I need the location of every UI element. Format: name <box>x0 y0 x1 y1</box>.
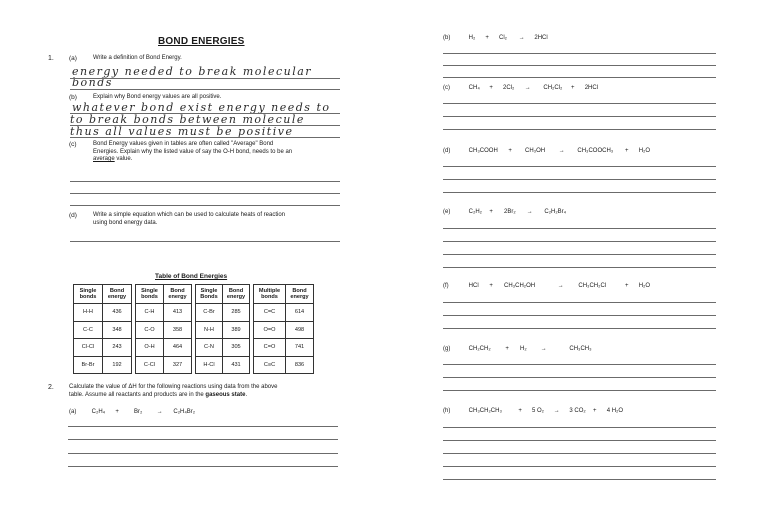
reactant: C₂H₂ <box>468 209 482 215</box>
table-cell: 389 <box>223 321 250 339</box>
q1b-handwritten-answer-3: thus all values must be positive <box>70 125 294 138</box>
reaction-label: (e) <box>443 209 451 215</box>
plus-sign: + <box>625 283 629 289</box>
q1b-handwritten-answer-2: to break bonds between molecule <box>70 113 305 126</box>
table-cell: C-Br <box>196 304 223 322</box>
plus-sign: + <box>571 85 575 91</box>
answer-line <box>70 113 340 114</box>
answer-line <box>70 241 340 242</box>
reactant: H₂ <box>520 346 527 352</box>
answer-line <box>443 390 716 391</box>
table-row <box>74 304 314 322</box>
reactant: Br₂ <box>134 409 143 415</box>
q2-intro-bold: gaseous state <box>205 391 246 398</box>
reaction-h <box>443 408 623 414</box>
answer-line <box>70 125 340 126</box>
answer-line <box>70 78 340 79</box>
product: CH₃CH₃ <box>569 346 592 352</box>
table-cell: C=C <box>254 304 286 322</box>
answer-line <box>68 439 338 440</box>
q1c-text-tail: value. <box>114 156 133 162</box>
answer-line <box>443 179 716 180</box>
product: CH₂Cl₂ <box>543 85 563 91</box>
answer-line <box>443 328 716 329</box>
q1a-label: (a) <box>69 55 77 62</box>
product: 4 H₂O <box>606 408 624 414</box>
answer-line <box>443 241 716 242</box>
answer-line <box>70 193 340 194</box>
q1a-handwritten-answer-1: energy needed to break molecular <box>72 65 313 78</box>
table-cell: H-H <box>74 304 103 322</box>
table-title: Table of Bond Energies <box>155 273 228 280</box>
answer-line <box>70 181 340 182</box>
table-cell: 305 <box>223 339 250 357</box>
question-1-number: 1. <box>48 55 54 62</box>
reaction-c <box>443 85 598 91</box>
reactant: H₂ <box>468 35 476 41</box>
arrow-icon: → <box>558 148 565 154</box>
table-cell: 327 <box>164 356 192 374</box>
question-2-number: 2. <box>48 384 54 391</box>
reaction-label: (h) <box>443 408 451 414</box>
table-header-row <box>74 285 314 304</box>
product: C₂H₂Br₄ <box>544 209 567 215</box>
reaction-f <box>443 283 650 289</box>
q1c-text-line-2: Energies. Explain why the listed value of say the O-H bond, needs to be an <box>93 148 293 155</box>
plus-sign: + <box>625 148 629 154</box>
plus-sign: + <box>518 408 522 414</box>
reactant: CH₃COOH <box>468 148 498 154</box>
q1b-text: Explain why Bond energy values are all positive. <box>93 94 222 100</box>
header-bond-energy: Bond energy <box>164 285 192 304</box>
product: 2HCl <box>584 85 599 91</box>
plus-sign: + <box>489 85 493 91</box>
answer-line <box>443 192 716 193</box>
arrow-icon: → <box>540 346 547 352</box>
answer-line <box>443 364 716 365</box>
reactant: CH₂CH₂ <box>468 346 491 352</box>
table-cell: C-C <box>74 321 103 339</box>
reaction-b <box>443 35 548 41</box>
answer-line <box>68 453 338 454</box>
plus-sign: + <box>489 209 493 215</box>
q1c-label: (c) <box>69 141 77 148</box>
table-cell: 464 <box>164 339 192 357</box>
table-cell: 436 <box>103 304 132 322</box>
table-cell: 741 <box>286 339 314 357</box>
reactant: 2Cl₂ <box>503 85 515 91</box>
table-cell: C≡C <box>254 356 286 374</box>
table-cell: O-H <box>136 339 164 357</box>
q2-intro-end: . <box>245 391 248 398</box>
table-cell: H-Cl <box>196 356 223 374</box>
answer-line <box>443 53 716 54</box>
reactant: CH₃CH₂CH₃ <box>468 408 502 414</box>
reactant: C₂H₄ <box>91 409 106 415</box>
reaction-label: (c) <box>443 85 450 91</box>
answer-line <box>443 254 716 255</box>
table-cell: C=O <box>254 339 286 357</box>
arrow-icon: → <box>553 408 560 414</box>
q1a-handwritten-answer-2: bonds <box>72 76 113 89</box>
q1c-text-line-3 <box>93 156 353 164</box>
answer-line <box>443 315 716 316</box>
q1a-text: Write a definition of Bond Energy. <box>93 55 182 61</box>
reaction-d <box>443 148 650 154</box>
product: 3 CO₂ <box>569 408 586 414</box>
table-cell: Cl-Cl <box>74 339 103 357</box>
answer-line <box>443 302 716 303</box>
reactant: HCl <box>468 283 479 289</box>
q1d-text-line-1: Write a simple equation which can be used to calculate heats of reaction <box>93 212 285 218</box>
q2-intro-line-2-text: table. Assume all reactants and products are in the <box>69 391 206 398</box>
plus-sign: + <box>508 148 512 154</box>
q1d-label: (d) <box>69 212 77 219</box>
answer-line <box>443 129 716 130</box>
header-single-bonds: Single bonds <box>136 285 164 304</box>
table-cell: O=O <box>254 321 286 339</box>
product: H₂O <box>638 283 651 289</box>
table-cell: 614 <box>286 304 314 322</box>
reaction-label: (f) <box>443 283 449 289</box>
answer-line <box>443 65 716 66</box>
reactant: CH₄ <box>468 85 480 91</box>
table-cell: 243 <box>103 339 132 357</box>
q1d-text <box>93 212 285 227</box>
table-cell: C-O <box>136 321 164 339</box>
reactant: 5 O₂ <box>532 408 545 414</box>
answer-line <box>443 453 716 454</box>
table-cell: C-N <box>196 339 223 357</box>
table-cell: 192 <box>103 356 132 374</box>
answer-line <box>443 77 716 78</box>
answer-line <box>443 267 716 268</box>
table-cell: 348 <box>103 321 132 339</box>
table-cell: 413 <box>164 304 192 322</box>
table-cell: 836 <box>286 356 314 374</box>
plus-sign: + <box>505 346 509 352</box>
answer-line <box>70 89 340 90</box>
answer-line <box>443 377 716 378</box>
answer-line <box>443 228 716 229</box>
plus-sign: + <box>115 409 119 415</box>
q2-intro-line-2 <box>69 392 349 400</box>
reaction-label: (g) <box>443 346 451 352</box>
answer-line <box>443 103 716 104</box>
reaction-g <box>443 346 592 352</box>
arrow-icon: → <box>526 209 533 215</box>
table-cell: C-Cl <box>136 356 164 374</box>
product: C₂H₄Br₂ <box>173 409 196 415</box>
arrow-icon: → <box>524 85 531 91</box>
answer-line <box>68 426 338 427</box>
arrow-icon: → <box>557 283 564 289</box>
answer-line <box>443 479 716 480</box>
table-cell: 285 <box>223 304 250 322</box>
table-cell: 498 <box>286 321 314 339</box>
table-cell: Br-Br <box>74 356 103 374</box>
table-row <box>74 339 314 357</box>
answer-line <box>443 466 716 467</box>
q1c-text-line-1: Bond Energy values given in tables are often called "Average" Bond <box>93 141 274 147</box>
header-multiple-bonds: Multiple bonds <box>254 285 286 304</box>
table-row <box>74 356 314 374</box>
plus-sign: + <box>593 408 597 414</box>
product: CH₃COOCH₃ <box>577 148 614 154</box>
header-single-bonds: Single Bonds <box>196 285 223 304</box>
plus-sign: + <box>489 283 493 289</box>
q1b-handwritten-answer-1: whatever bond exist energy needs to <box>72 101 331 114</box>
reaction-label: (b) <box>443 35 451 41</box>
table-cell: C-H <box>136 304 164 322</box>
table-row <box>74 321 314 339</box>
page-title: BOND ENERGIES <box>158 36 245 47</box>
product: H₂O <box>638 148 651 154</box>
table-cell: N-H <box>196 321 223 339</box>
product: 2HCl <box>534 35 548 41</box>
header-bond-energy: Bond energy <box>286 285 314 304</box>
arrow-icon: → <box>156 409 163 415</box>
answer-line <box>443 166 716 167</box>
q1d-text-line-2: using bond energy data. <box>93 219 158 226</box>
answer-line <box>70 137 340 138</box>
q2-intro-line-1: Calculate the value of ΔH for the following reactions using data from the above <box>69 384 278 390</box>
arrow-icon: → <box>518 35 525 41</box>
reactant: CH₃CH₂OH <box>504 283 536 289</box>
table-cell: 431 <box>223 356 250 374</box>
answer-line <box>443 440 716 441</box>
q2-intro <box>69 384 349 399</box>
bond-energy-table <box>73 284 314 374</box>
answer-line <box>68 466 338 467</box>
product: CH₃CH₂Cl <box>578 283 607 289</box>
q1c-text <box>93 141 353 164</box>
reaction-label: (a) <box>69 409 77 415</box>
reactant: 2Br₂ <box>504 209 516 215</box>
header-bond-energy: Bond energy <box>223 285 250 304</box>
reaction-label: (d) <box>443 148 451 154</box>
reactant: CH₃OH <box>525 148 546 154</box>
reaction-a <box>69 409 195 415</box>
table-cell: 358 <box>164 321 192 339</box>
reactant: Cl₂ <box>499 35 508 41</box>
header-bond-energy: Bond energy <box>103 285 132 304</box>
q1b-label: (b) <box>69 94 77 101</box>
header-single-bonds: Single bonds <box>74 285 103 304</box>
answer-line <box>443 427 716 428</box>
plus-sign: + <box>485 35 489 41</box>
q1c-underlined-word: average <box>93 156 115 162</box>
reaction-e <box>443 209 566 215</box>
answer-line <box>443 116 716 117</box>
answer-line <box>70 205 340 206</box>
